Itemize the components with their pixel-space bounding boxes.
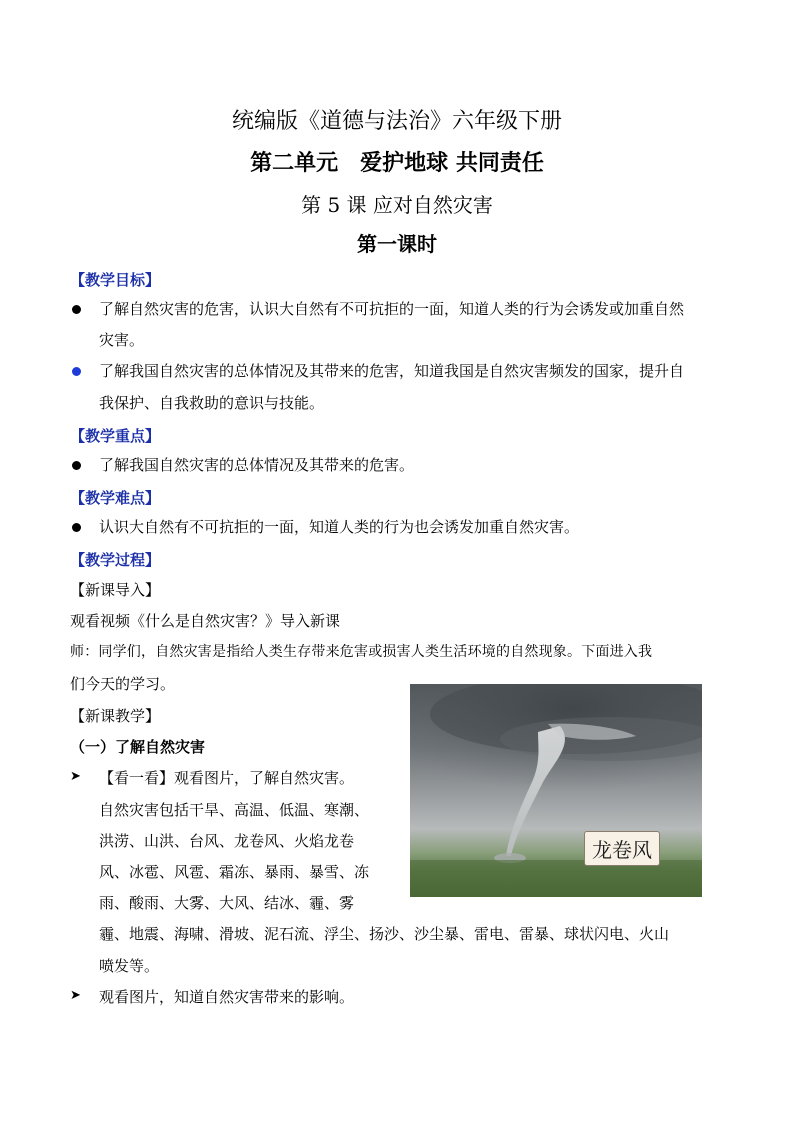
unit-theme: 爱护地球 共同责任: [360, 150, 544, 176]
bullet-icon: [72, 461, 81, 470]
photo-caption: 龙卷风: [584, 831, 660, 866]
intro-line: 观看视频《什么是自然灾害？》导入新课: [70, 612, 341, 630]
teacher-line-2: 们今天的学习。: [70, 675, 176, 693]
period-title: 第一课时: [357, 232, 437, 256]
difficulty-heading: 【教学难点】: [70, 489, 161, 507]
unit-title: [0, 146, 794, 177]
arrow-bullet-icon: ➤: [70, 769, 81, 784]
intro-heading: 【新课导入】: [70, 581, 161, 599]
goal-2-line-2: 我保护、自我救助的意识与技能。: [99, 394, 325, 412]
difficulty-item: 认识大自然有不可抗拒的一面，知道人类的行为也会诱发加重自然灾害。: [99, 518, 580, 536]
disaster-list-line-6: 喷发等。: [99, 957, 160, 975]
new-lesson-heading: 【新课教学】: [70, 707, 161, 725]
disaster-list-line-1: 自然灾害包括干旱、高温、低温、寒潮、: [99, 801, 370, 819]
disaster-list-line-5: 霾、地震、海啸、滑坡、泥石流、浮尘、扬沙、沙尘暴、雷电、雷暴、球状闪电、火山: [99, 925, 670, 943]
goal-1-line-1: 了解自然灾害的危害，认识大自然有不可抗拒的一面，知道人类的行为会诱发或加重自然: [99, 300, 685, 318]
bullet-icon: [72, 305, 81, 314]
disaster-list-line-3: 风、冰雹、风雹、霜冻、暴雨、暴雪、冻: [99, 863, 370, 881]
unit-number: 第二单元: [250, 150, 339, 176]
arrow-bullet-icon: ➤: [70, 988, 81, 1003]
teacher-line-1: 师：同学们，自然灾害是指给人类生存带来危害或损害人类生活环境的自然现象。下面进入我: [70, 644, 653, 660]
goal-1-line-2: 灾害。: [99, 331, 145, 349]
goals-heading: 【教学目标】: [70, 271, 161, 289]
bullet-icon: [72, 523, 81, 532]
disaster-list-line-2: 洪涝、山洪、台风、龙卷风、火焰龙卷: [99, 832, 355, 850]
effects-line: 观看图片，知道自然灾害带来的影响。: [99, 988, 355, 1006]
goal-2-line-1: 了解我国自然灾害的总体情况及其带来的危害，知道我国是自然灾害频发的国家，提升自: [99, 362, 685, 380]
part-1-heading: （一）了解自然灾害: [70, 738, 206, 756]
bullet-icon: [72, 367, 81, 376]
lesson-title: 第 5 课 应对自然灾害: [301, 193, 493, 217]
tornado-photo: [410, 684, 702, 897]
book-title: 统编版《道德与法治》六年级下册: [231, 109, 562, 134]
process-heading: 【教学过程】: [70, 551, 161, 569]
disaster-list-line-4: 雨、酸雨、大雾、大风、结冰、霾、雾: [99, 894, 355, 912]
key-point-item: 了解我国自然灾害的总体情况及其带来的危害。: [99, 456, 415, 474]
key-points-heading: 【教学重点】: [70, 427, 161, 445]
look-line: 【看一看】观看图片，了解自然灾害。: [99, 769, 355, 787]
